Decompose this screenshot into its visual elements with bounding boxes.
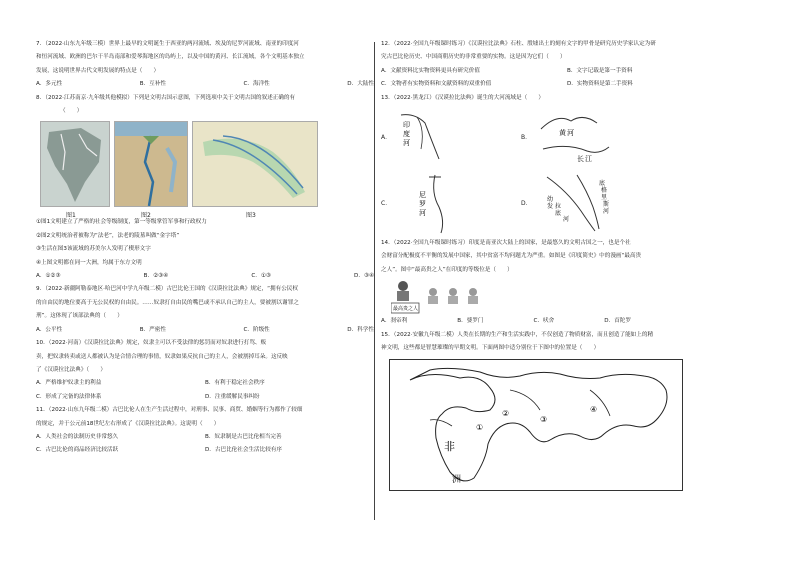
option-d[interactable]: D．古巴比伦社会生活比较有序 xyxy=(205,447,283,454)
figure-caption: 图3 xyxy=(246,212,256,220)
left-column xyxy=(36,38,374,458)
option-c[interactable]: C．吠舍 xyxy=(533,318,555,325)
option-c[interactable]: C．文物者有实物资料和文献资料的双重价值 xyxy=(381,81,492,88)
question-text: 究古巴比伦历史、中国商朝历史的非常重要的实物。这是因为它们（ ） xyxy=(381,54,566,61)
map-label: 拉 xyxy=(555,203,562,211)
cartoon-caption: 最高贵之人 xyxy=(393,306,419,313)
answer-options xyxy=(36,78,374,91)
question-text: 发展，这说明世界古代文明发展的特点是（ ） xyxy=(36,67,160,74)
river-map-options xyxy=(381,107,753,237)
option-d[interactable]: D．注重缓解民事纠纷 xyxy=(205,393,260,400)
map-label: 河 xyxy=(567,129,574,138)
answer-options xyxy=(36,377,374,404)
figure-caption: 图2 xyxy=(141,212,151,220)
map-label: 河 xyxy=(563,216,570,224)
statement: ①图1文明建立了严格的社会等级制度，第一等级掌管军事和行政权力 xyxy=(36,219,207,226)
question-8 xyxy=(36,92,374,284)
option-b[interactable]: B．严密性 xyxy=(139,326,166,333)
question-text: 9．（2022·新疆阿勒泰地区·哈巴河中学九年级二模）古巴比伦王国的《汉谟拉比法典》规定，“拥有公民权 xyxy=(36,286,298,293)
map-label: 底 xyxy=(599,180,606,188)
map-label: 罗 xyxy=(419,200,426,209)
question-text: 了《汉谟拉比法典》（ ） xyxy=(36,366,106,373)
option-b[interactable]: B．②③④ xyxy=(143,273,169,280)
map-label: 度 xyxy=(403,130,410,139)
option-c[interactable]: C．①③ xyxy=(251,273,271,280)
map-marker-1: ① xyxy=(476,423,484,433)
map-marker-4: ④ xyxy=(590,405,598,415)
statement: ③生活在图3该流域的苏美尔人发明了楔形文字 xyxy=(36,246,151,253)
map-label: 尼 xyxy=(419,191,426,200)
option-a[interactable]: A．①②③ xyxy=(36,273,61,280)
map-label: 长 xyxy=(577,155,584,164)
option-b[interactable]: B．互补性 xyxy=(139,81,166,88)
option-b[interactable]: B． xyxy=(521,134,532,142)
question-text: 的自由民的地位要高于无公民权的自由民。……奴隶打自由民的嘴巴或不承认自己的主人，要被割以谢罪之 xyxy=(36,299,299,306)
option-c[interactable]: C． xyxy=(381,200,392,208)
option-c[interactable]: C．古巴比伦的商品经济比较活跃 xyxy=(36,447,119,454)
question-text: 的规定，并于公元前18世纪左右形成了《汉谟拉比法典》。这说明（ ） xyxy=(36,420,220,427)
option-c[interactable]: C．阶级性 xyxy=(243,326,270,333)
map-label: 河 xyxy=(603,208,610,216)
map-label: 洲 xyxy=(452,475,462,486)
option-a[interactable]: A．公平性 xyxy=(36,326,63,333)
map-label: 斯 xyxy=(603,201,610,209)
option-c[interactable]: C．形成了完备的法律体系 xyxy=(36,393,102,400)
question-text: 和恒河流域、欧洲的巴尔干半岛南部和爱琴海地区的岛屿上，以及中国的黄河、长江流域，各个文明基本独立 xyxy=(36,54,305,61)
question-9 xyxy=(36,283,374,337)
question-text: （ ） xyxy=(60,108,83,115)
option-a[interactable]: A．人类社会的法制历史非常悠久 xyxy=(36,433,119,440)
question-text: 13．（2022·黑龙江）《汉谟拉比法典》诞生的大河流域是（ ） xyxy=(381,94,544,101)
question-text: 会财富分配极度不平衡的发展中国家，其中贫富不均问题尤为严重。如图是《印度简史》中的漫画“最高贵 xyxy=(381,253,642,260)
question-text: 神文明，这些都是智慧璀璨的早期文明。下面两图中适分别位于下图中的位置是（ ） xyxy=(381,345,600,352)
question-15 xyxy=(381,329,753,492)
right-column xyxy=(381,38,753,491)
figure-caption: 图1 xyxy=(66,212,76,220)
world-map xyxy=(389,359,683,491)
question-text: 8．（2022·江苏南京·九年级其他模拟）下列是文明古国示意图，下列选项中关于文明古国的叙述正确的有 xyxy=(36,94,296,101)
question-12 xyxy=(381,38,753,92)
map-label: 河 xyxy=(403,139,410,148)
map-marker-2: ② xyxy=(502,409,510,419)
map-label: 印 xyxy=(403,121,410,130)
question-text: 之人”。图中“最高贵之人”在印度的等级位是（ ） xyxy=(381,266,513,273)
option-d[interactable]: D．③④ xyxy=(354,273,374,280)
map-label: 里 xyxy=(601,194,608,202)
option-d[interactable]: D．科学性 xyxy=(347,326,374,333)
cartoon-image xyxy=(391,279,487,315)
answer-options xyxy=(36,324,374,337)
question-text: 10．（2022·河南）《汉谟拉比法典》规定，奴隶主可以不受法律的惩罚而对奴隶进行打骂、贩 xyxy=(36,340,267,347)
question-13 xyxy=(381,92,753,237)
column-divider xyxy=(374,42,375,520)
map-label: 格 xyxy=(601,187,608,195)
yellow-yangtze-river-sketch xyxy=(537,109,617,165)
question-text: 刑”。这体现了该部法典的（ ） xyxy=(36,313,123,320)
question-14 xyxy=(381,237,753,329)
map-label: 底 xyxy=(555,210,562,218)
question-10 xyxy=(36,337,374,404)
option-b[interactable]: B．有利于稳定社会秩序 xyxy=(205,380,265,387)
question-text: 11．（2022·山东九年级二模）古巴比伦人在生产生活过程中，对刑事、民事、商贸、婚姻等行为都作了较细 xyxy=(36,407,303,414)
figure-2-egypt-map xyxy=(114,121,188,207)
option-c[interactable]: C．海洋性 xyxy=(243,81,270,88)
option-a[interactable]: A．文献资料比实物资料更具有研究价值 xyxy=(381,67,480,74)
question-text: 15．（2022·安徽九年级二模）人类在长期的生产和生活实践中，不仅创造了物质财富，而且创造了能如上的精 xyxy=(381,331,654,338)
answer-options xyxy=(381,315,631,328)
option-d[interactable]: D．实物资料是第二手资料 xyxy=(567,81,633,88)
option-d[interactable]: D．首陀罗 xyxy=(604,318,631,325)
map-label: 河 xyxy=(419,209,426,218)
answer-options xyxy=(36,270,374,283)
map-label: 非 xyxy=(444,440,455,454)
question-7 xyxy=(36,38,374,92)
option-a[interactable]: A． xyxy=(381,134,392,142)
question-text: 14．（2022·全国九年级课时练习）印度是南亚次大陆上的国家，是最悠久的文明古国之一，也是个社 xyxy=(381,240,631,247)
option-a[interactable]: A．刹帝利 xyxy=(381,318,408,325)
indus-river-sketch xyxy=(395,109,465,165)
statement: ②图2文明统治者被称为“法老”，法老的陵墓叫做“金字塔” xyxy=(36,232,180,239)
old-world-outline xyxy=(390,360,682,490)
answer-options xyxy=(381,65,753,92)
question-text: 7．（2022·山东九年级三模）世界上最早的文明诞生于西亚的两河流域、埃及的尼罗河流域、南亚的印度河 xyxy=(36,41,299,47)
map-label: 江 xyxy=(585,155,592,164)
answer-options xyxy=(36,431,374,458)
map-marker-3: ③ xyxy=(540,415,548,425)
figure-1-india-map xyxy=(40,121,110,207)
map-label: 发 xyxy=(547,203,554,211)
statement: ④上图文明都在同一大洲，均属于东方文明 xyxy=(36,259,142,266)
nile-river-sketch xyxy=(395,173,465,235)
question-text: 12．（2022·全国九年级课时练习）《汉谟拉比法典》石柱、殷墟出土的刻有文字的甲骨是研究历史学家认定为研 xyxy=(381,41,656,47)
option-b[interactable]: B．奴隶制是古巴比伦相当完善 xyxy=(205,433,282,440)
option-b[interactable]: B．文字记载是第一手资料 xyxy=(567,67,633,74)
option-b[interactable]: B．婆罗门 xyxy=(457,318,484,325)
option-a[interactable]: A．多元性 xyxy=(36,81,63,88)
tigris-euphrates-sketch xyxy=(537,171,621,235)
option-d[interactable]: D． xyxy=(521,200,532,208)
figure-3-mesopotamia-map xyxy=(192,121,318,207)
question-text: 卖，把奴隶转卖或送人都被认为是合情合理的事情，奴隶如果反抗自己的主人，会被割掉耳朵。这反映 xyxy=(36,353,288,360)
map-label: 幼 xyxy=(547,196,554,204)
option-a[interactable]: A．严格维护奴隶主的利益 xyxy=(36,380,102,387)
caste-cartoon xyxy=(391,279,753,315)
map-label: 黄 xyxy=(559,129,566,138)
question-11 xyxy=(36,404,374,458)
option-d[interactable]: D．大陆性 xyxy=(347,81,374,88)
civilization-figures xyxy=(36,121,374,220)
